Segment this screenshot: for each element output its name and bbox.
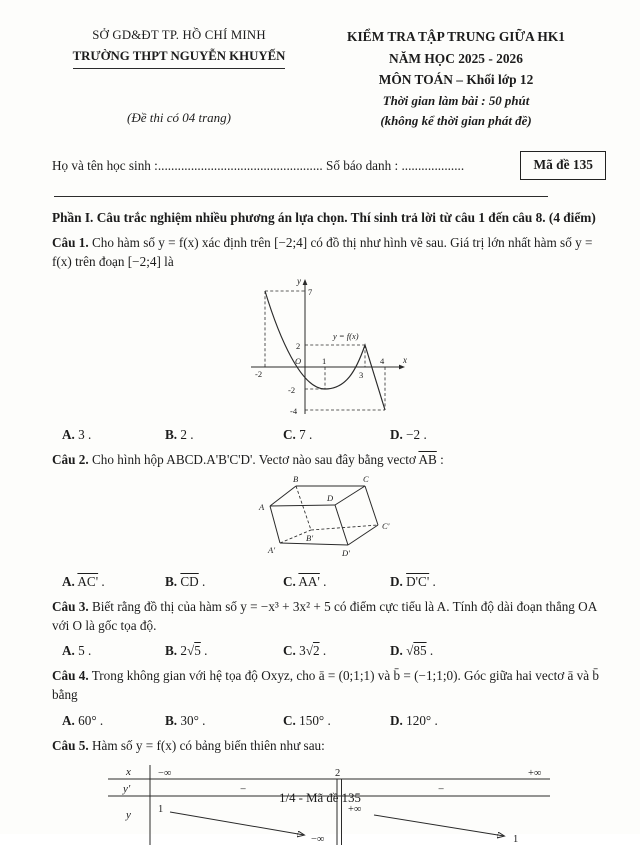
solid-edges — [270, 486, 378, 545]
parallelepiped-figure — [254, 472, 404, 564]
svg-text:−∞: −∞ — [311, 833, 325, 845]
option-d[interactable]: D. D'C' . — [390, 573, 436, 589]
svg-text:A': A' — [268, 544, 276, 555]
svg-text:-2: -2 — [288, 385, 296, 396]
x-axis-arrow — [399, 365, 405, 370]
svg-text:C': C' — [382, 520, 390, 531]
option-c[interactable]: C. 3√2 . — [283, 643, 327, 659]
question-2-options — [52, 572, 606, 591]
svg-text:C: C — [363, 473, 369, 484]
question-1-label: Câu 1. — [52, 234, 89, 250]
svg-text:-4: -4 — [290, 406, 298, 417]
question-4 — [52, 666, 606, 729]
student-id-blank[interactable]: ................... — [401, 157, 465, 173]
school-name: TRƯỜNG THPT NGUYỄN KHUYẾN — [52, 47, 306, 70]
part1-heading: Phần I. Câu trắc nghiệm nhiều phương án lựa chọn. Thí sinh trả lời từ câu 1 đến câu 8. (4 điểm) — [52, 209, 596, 225]
student-name-blank[interactable]: .................................................. — [157, 157, 323, 173]
question-1 — [52, 233, 606, 445]
exam-title: KIỂM TRA TẬP TRUNG GIỮA HK1 — [347, 29, 565, 44]
question-2-text: Câu 2. Cho hình hộp ABCD.A'B'C'D'. Vectơ nào sau đây bằng vectơ $\overline{AB}$ : — [52, 452, 444, 468]
exam-code-box: Mã đề 135 — [520, 151, 606, 179]
question-3-label: Câu 3. — [52, 598, 89, 614]
option-d[interactable]: D. √85 . — [390, 643, 434, 659]
svg-text:7: 7 — [308, 287, 313, 298]
option-a[interactable]: A. 5 . — [62, 643, 92, 659]
student-fields — [52, 156, 512, 175]
question-1-text: Câu 1. Cho hàm số y = f(x) xác định trên [−2;4] có đồ thị như hình vẽ sau. Giá trị lớn nhất hàm số y = f(x) trên đoạn [−2;4] là — [52, 234, 593, 269]
question-2 — [52, 450, 606, 590]
option-a[interactable]: A. AC' . — [62, 573, 105, 589]
pages-note: (Đề thi có 04 trang) — [127, 110, 231, 126]
header-divider — [54, 196, 548, 197]
question-2-figure — [52, 472, 606, 569]
question-4-label: Câu 4. — [52, 668, 89, 684]
subject-grade: MÔN TOÁN – Khối lớp 12 — [378, 72, 534, 88]
decreasing-arrow-right — [374, 815, 504, 836]
function-graph — [243, 273, 415, 417]
header-left — [52, 26, 306, 131]
header-right — [306, 26, 606, 131]
svg-text:D: D — [327, 492, 334, 503]
question-2-label: Câu 2. — [52, 452, 89, 468]
question-3-options — [52, 641, 606, 660]
option-c[interactable]: C. 150° . — [283, 712, 331, 728]
svg-text:x: x — [126, 765, 131, 778]
header — [52, 26, 606, 131]
vector-ab: $\overline{AB}$ — [418, 452, 437, 468]
student-name-label: Họ và tên học sinh : — [52, 157, 158, 173]
y-axis-arrow — [303, 279, 308, 285]
svg-text:+∞: +∞ — [528, 767, 542, 779]
svg-text:2: 2 — [335, 767, 341, 779]
svg-text:−: − — [240, 783, 247, 796]
option-a[interactable]: A. 60° . — [62, 712, 104, 728]
svg-text:y: y — [297, 276, 301, 287]
svg-text:+∞: +∞ — [348, 803, 362, 815]
option-b[interactable]: B. $\overline{CD}$ . — [165, 573, 206, 589]
svg-text:O: O — [295, 356, 302, 367]
svg-text:1: 1 — [158, 803, 164, 815]
school-year: NĂM HỌC 2025 - 2026 — [389, 50, 523, 66]
svg-text:A: A — [259, 501, 265, 512]
question-5-text: Câu 5. Hàm số y = f(x) có bảng biến thiên như sau: — [52, 737, 325, 753]
question-4-options — [52, 711, 606, 730]
student-row — [52, 151, 606, 179]
duration-note: (không kể thời gian phát đề) — [380, 114, 532, 129]
svg-text:-2: -2 — [255, 369, 263, 380]
question-1-figure — [52, 273, 606, 422]
student-id-label: Số báo danh : — [322, 157, 402, 173]
svg-text:4: 4 — [380, 356, 385, 367]
option-b[interactable]: B. 30° . — [165, 712, 206, 728]
svg-text:y': y' — [123, 782, 131, 795]
option-a[interactable]: A. 3 . — [62, 427, 92, 443]
option-b[interactable]: B. 2√5 . — [165, 643, 208, 659]
decreasing-arrow-left — [170, 812, 304, 835]
page-footer: 1/4 - Mã đề 135 — [279, 791, 361, 806]
svg-text:B': B' — [306, 532, 314, 543]
curve-label: y = f(x) — [333, 331, 359, 342]
option-c[interactable]: C. AA' . — [283, 573, 327, 589]
option-b[interactable]: B. 2 . — [165, 427, 194, 443]
question-3 — [52, 597, 606, 660]
question-4-text: Câu 4. Trong không gian với hệ tọa độ Oxyz, cho ā = (0;1;1) và b̄ = (−1;1;0). Góc giữa hai vectơ ā và b̄ bằng — [52, 668, 600, 703]
svg-text:1: 1 — [322, 356, 327, 367]
svg-text:y: y — [126, 808, 131, 821]
svg-text:x: x — [403, 355, 407, 366]
svg-text:−∞: −∞ — [158, 767, 172, 779]
duration: Thời gian làm bài : 50 phút — [382, 94, 530, 109]
question-5-label: Câu 5. — [52, 737, 89, 753]
option-d[interactable]: D. −2 . — [390, 427, 427, 443]
svg-text:1: 1 — [513, 833, 519, 845]
svg-text:D': D' — [342, 547, 350, 558]
option-d[interactable]: D. 120° . — [390, 712, 438, 728]
option-c[interactable]: C. 7 . — [283, 427, 313, 443]
svg-text:−: − — [438, 783, 445, 796]
question-3-text: Câu 3. Biết rằng đồ thị của hàm số y = −x³ + 3x² + 5 có điểm cực tiểu là A. Tính độ dài đoạn thẳng OA với O là gốc tọa độ. — [52, 598, 597, 633]
department-name: SỞ GD&ĐT TP. HỒ CHÍ MINH — [92, 28, 266, 42]
curve — [265, 291, 385, 410]
question-1-options — [52, 425, 606, 444]
svg-text:B: B — [293, 473, 299, 484]
svg-text:3: 3 — [359, 370, 364, 381]
svg-text:2: 2 — [296, 341, 301, 352]
